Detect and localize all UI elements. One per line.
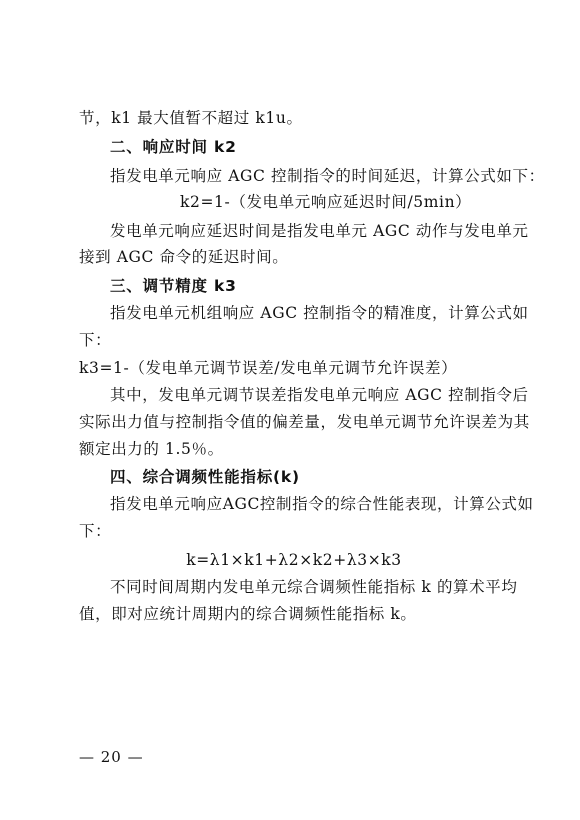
formula-k2: k2=1-（发电单元响应延迟时间/5min） — [180, 193, 472, 211]
text-line-accuracy-definition-cont: 下： — [79, 331, 112, 349]
text-line-delay-definition-cont: 接到 AGC 命令的延迟时间。 — [79, 248, 289, 266]
text-line-comprehensive-definition: 指发电单元响应AGC控制指令的综合性能表现，计算公式如 — [110, 495, 534, 513]
section-heading-regulation-accuracy: 三、调节精度 k3 — [110, 277, 237, 295]
text-line-k1-limit: 节，k1 最大值暂不超过 k1u。 — [79, 109, 303, 127]
formula-k: k=λ1×k1+λ2×k2+λ3×k3 — [186, 551, 402, 569]
text-line-error-explanation-cont: 实际出力值与控制指令值的偏差量，发电单元调节允许误差为其 — [79, 413, 530, 431]
text-line-error-explanation: 其中，发电单元调节误差指发电单元响应 AGC 控制指令后 — [110, 386, 529, 404]
text-line-accuracy-definition: 指发电单元机组响应 AGC 控制指令的精准度，计算公式如 — [110, 304, 529, 322]
text-line-response-definition: 指发电单元响应 AGC 控制指令的时间延迟，计算公式如下： — [110, 167, 545, 185]
text-line-average-definition: 不同时间周期内发电单元综合调频性能指标 k 的算术平均 — [110, 578, 518, 596]
section-heading-comprehensive-index: 四、综合调频性能指标(k) — [110, 468, 300, 486]
page-number: — 20 — — [79, 748, 144, 766]
text-line-comprehensive-definition-cont: 下： — [79, 522, 112, 540]
section-heading-response-time: 二、响应时间 k2 — [110, 138, 237, 156]
text-line-delay-definition: 发电单元响应延迟时间是指发电单元 AGC 动作与发电单元 — [110, 222, 529, 240]
formula-k3: k3=1-（发电单元调节误差/发电单元调节允许误差） — [79, 359, 458, 377]
text-line-rated-output: 额定出力的 1.5％。 — [79, 440, 224, 458]
text-line-average-definition-cont: 值，即对应统计周期内的综合调频性能指标 k。 — [79, 605, 417, 623]
